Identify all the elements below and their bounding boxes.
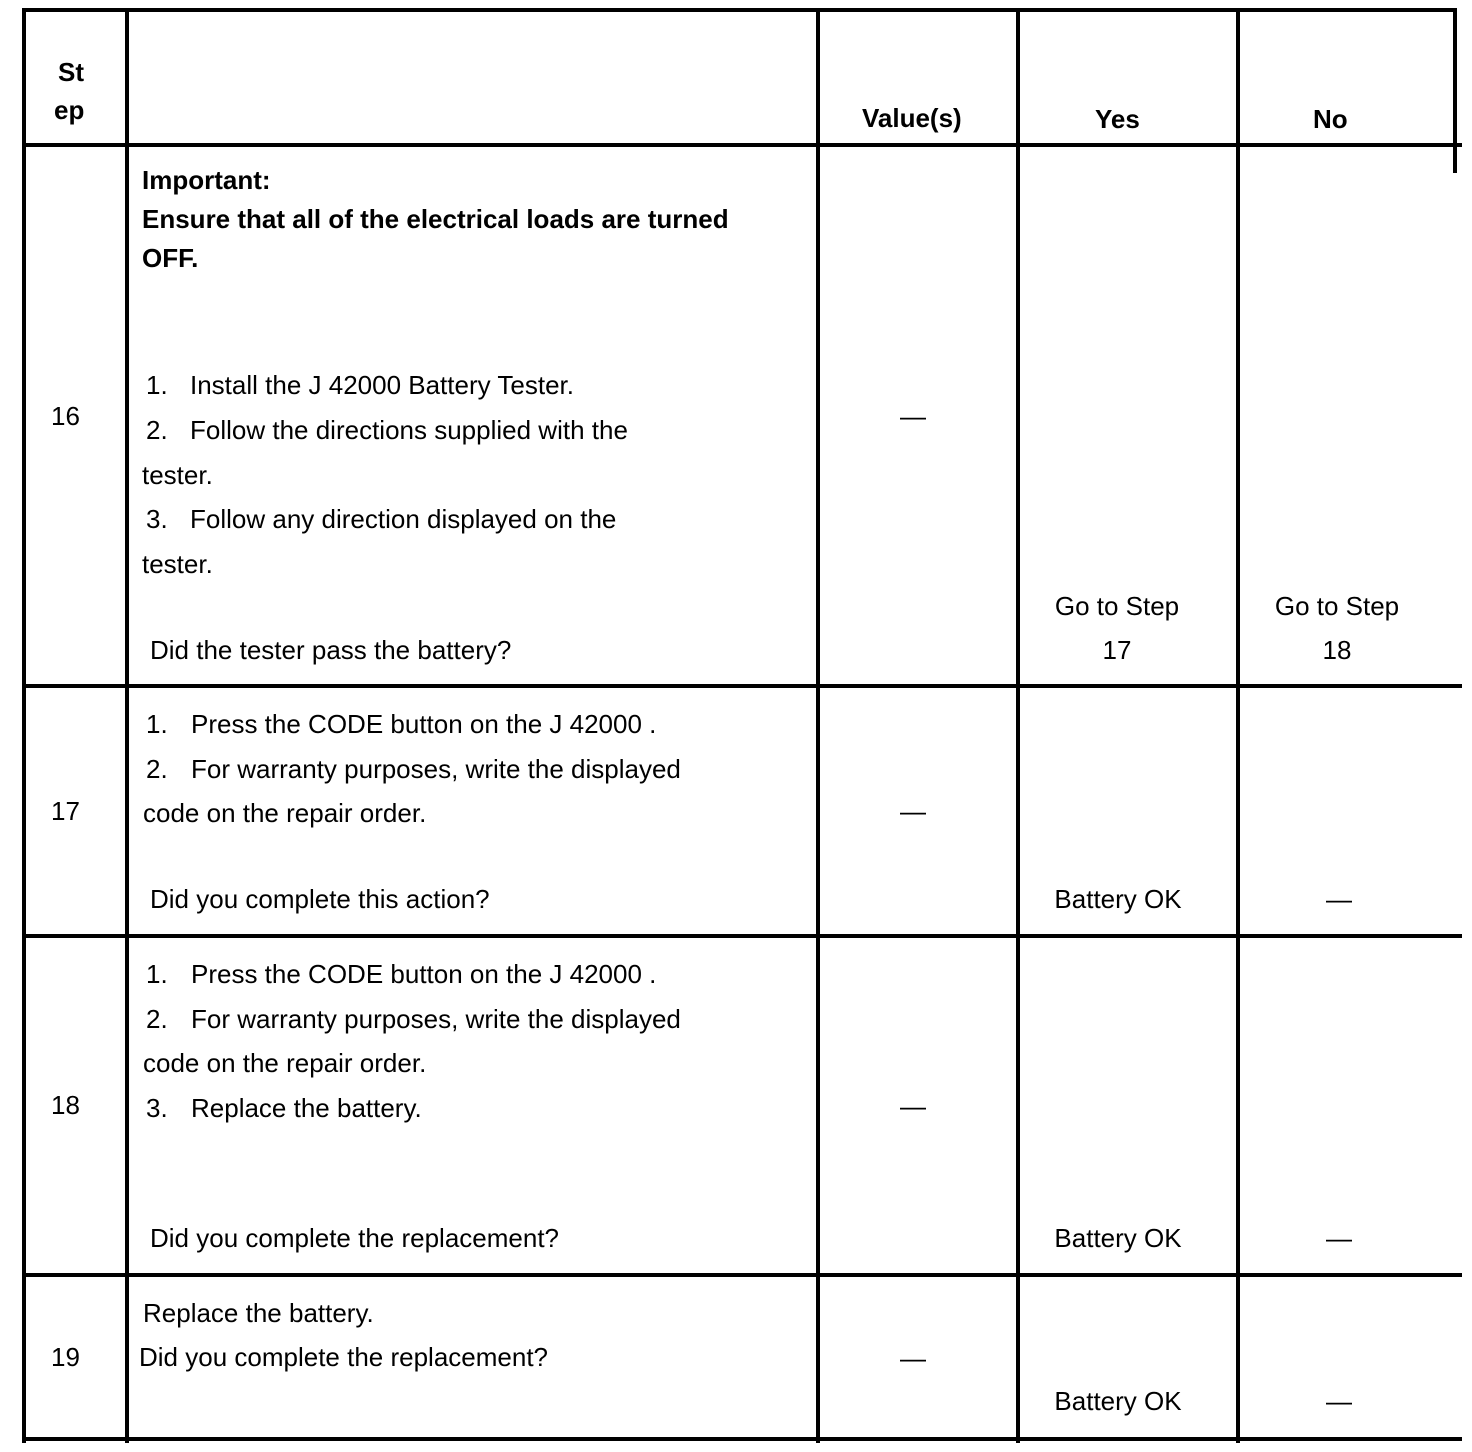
yes-cell: Battery OK xyxy=(1054,1386,1182,1416)
list-item-text-continued: tester. xyxy=(142,549,213,579)
important-label: Important: xyxy=(142,165,271,195)
list-item-text: Replace the battery. xyxy=(191,1093,422,1123)
yes-cell-line-2: 17 xyxy=(1102,635,1132,665)
column-divider xyxy=(125,9,129,1443)
no-cell: — xyxy=(1326,884,1352,914)
step-number: 17 xyxy=(51,796,80,826)
list-item-text: For warranty purposes, write the displayed xyxy=(191,754,681,784)
step-number: 19 xyxy=(51,1342,80,1372)
list-item-number: 2. xyxy=(146,415,168,445)
action-text: Replace the battery. xyxy=(143,1298,374,1328)
list-item-number: 3. xyxy=(146,1093,168,1123)
step-number: 16 xyxy=(51,401,80,431)
row-divider xyxy=(22,684,1462,688)
list-item-number: 2. xyxy=(146,1004,168,1034)
header-yes: Yes xyxy=(1095,104,1140,134)
list-item-text: Install the J 42000 Battery Tester. xyxy=(190,370,574,400)
table-border-bottom xyxy=(22,1437,1462,1441)
list-item-text-continued: tester. xyxy=(142,460,213,490)
question-text: Did the tester pass the battery? xyxy=(150,635,512,665)
no-cell-line-2: 18 xyxy=(1322,635,1352,665)
yes-cell: Battery OK xyxy=(1054,884,1182,914)
column-divider xyxy=(1016,9,1020,1443)
list-item-text-continued: code on the repair order. xyxy=(143,798,427,828)
row-divider xyxy=(22,143,1462,147)
list-item-text: Follow the directions supplied with the xyxy=(190,415,628,445)
table-border-right xyxy=(1453,9,1457,173)
header-no: No xyxy=(1313,104,1348,134)
row-divider xyxy=(22,934,1462,938)
question-text: Did you complete the replacement? xyxy=(139,1342,549,1372)
question-text: Did you complete this action? xyxy=(150,884,490,914)
no-cell: — xyxy=(1326,1386,1352,1416)
value-cell: — xyxy=(900,401,926,431)
list-item-text: Press the CODE button on the J 42000 . xyxy=(191,709,657,739)
column-divider xyxy=(816,9,820,1443)
table-border-top xyxy=(22,8,1457,12)
list-item-number: 1. xyxy=(146,959,168,989)
list-item-number: 3. xyxy=(146,504,168,534)
column-divider xyxy=(1236,9,1240,1443)
list-item-text: Follow any direction displayed on the xyxy=(190,504,617,534)
list-item-number: 1. xyxy=(146,370,168,400)
list-item-text: Press the CODE button on the J 42000 . xyxy=(191,959,657,989)
step-number: 18 xyxy=(51,1090,80,1120)
list-item-number: 1. xyxy=(146,709,168,739)
header-step-line-1: St xyxy=(58,57,84,87)
table-border-left xyxy=(22,9,26,1443)
list-item-text: For warranty purposes, write the displayed xyxy=(191,1004,681,1034)
value-cell: — xyxy=(900,1091,926,1121)
question-text: Did you complete the replacement? xyxy=(150,1223,560,1253)
yes-cell-line-1: Go to Step xyxy=(1054,591,1180,621)
no-cell: — xyxy=(1326,1223,1352,1253)
value-cell: — xyxy=(900,1343,926,1373)
important-text-line-2: OFF. xyxy=(142,243,199,273)
important-text-line-1: Ensure that all of the electrical loads are turned xyxy=(142,204,729,234)
list-item-number: 2. xyxy=(146,754,168,784)
header-values: Value(s) xyxy=(862,103,962,133)
row-divider xyxy=(22,1273,1462,1277)
no-cell-line-1: Go to Step xyxy=(1274,591,1400,621)
list-item-text-continued: code on the repair order. xyxy=(143,1048,427,1078)
header-step-line-2: ep xyxy=(54,95,85,125)
value-cell: — xyxy=(900,796,926,826)
yes-cell: Battery OK xyxy=(1054,1223,1182,1253)
